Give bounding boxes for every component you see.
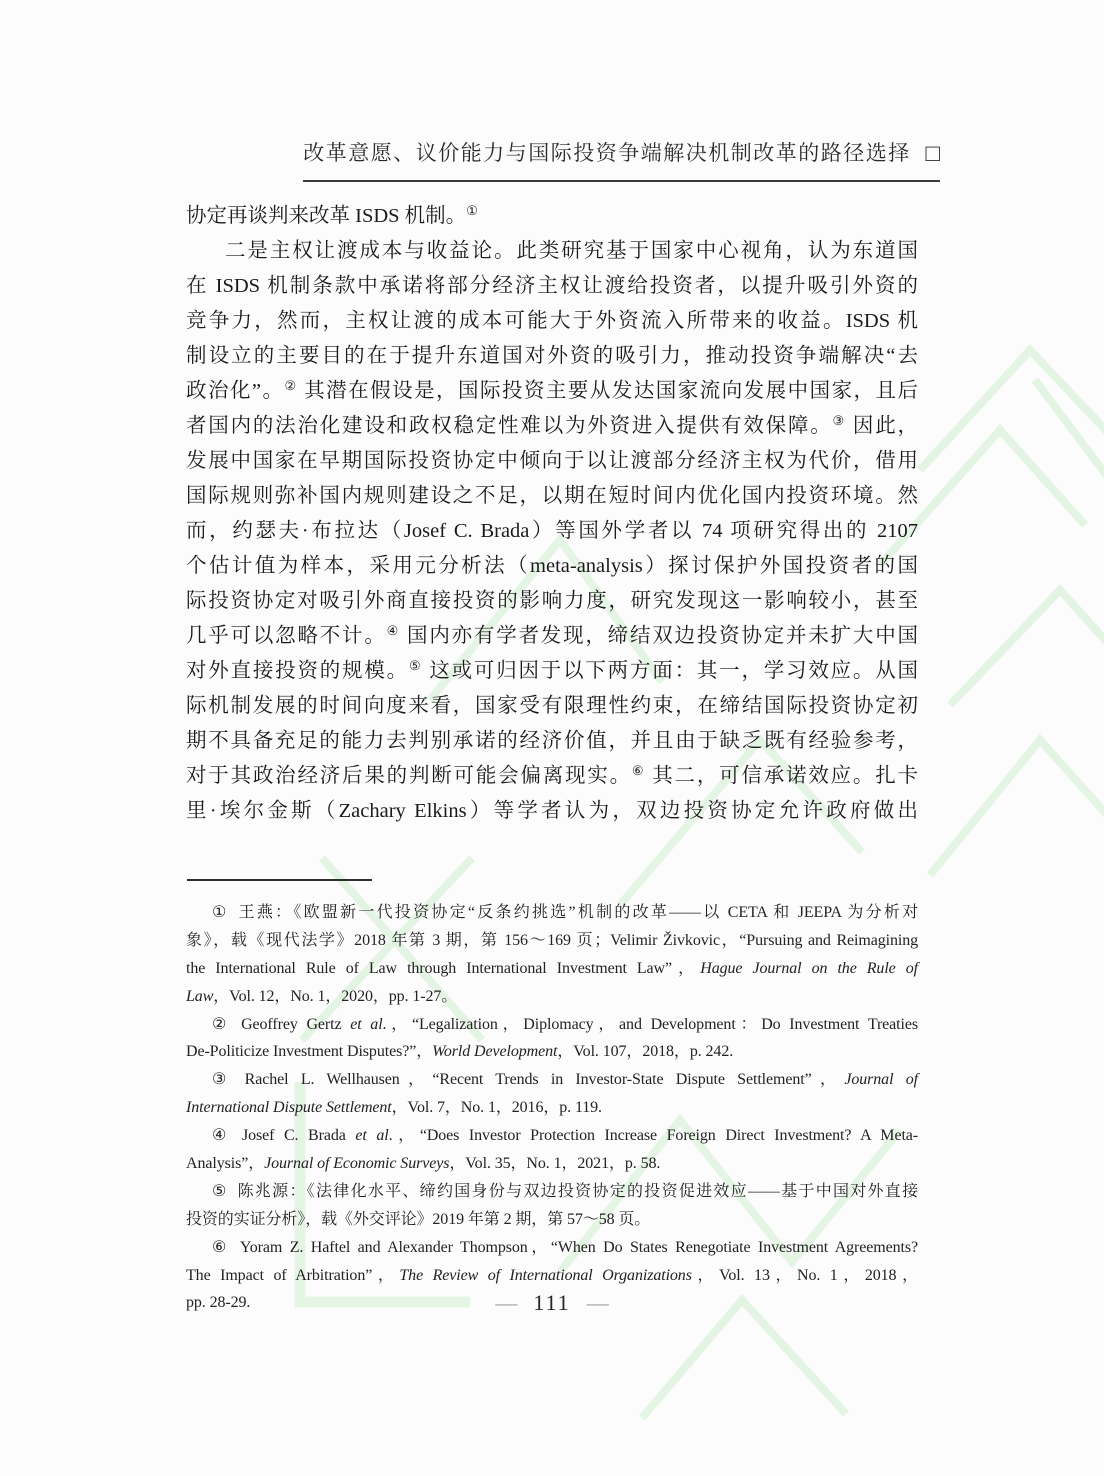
footnote-ref: ④ xyxy=(386,623,401,638)
article-body xyxy=(186,199,918,829)
header-box-glyph: □ xyxy=(925,141,940,167)
body-line: 对外直接投资的规模。⑤ 这或可归因于以下两方面：其一，学习效应。从国 xyxy=(186,658,919,682)
footnote-line: Law，Vol. 12，No. 1，2020，pp. 1-27。 xyxy=(186,987,458,1005)
page-number: 111 xyxy=(533,1290,571,1315)
footnote-number: ① xyxy=(212,904,229,921)
footnote-line: International Dispute Settlement，Vol. 7，No. 1，2016，p. 119. xyxy=(186,1099,602,1117)
footnote-line: 象》，载《现代法学》2018 年第 3 期，第 156～169 页；Velimir Živkovic，“Pursuing and Reimagining xyxy=(186,931,918,949)
running-head-title: 改革意愿、议价能力与国际投资争端解决机制改革的路径选择 xyxy=(303,141,911,165)
page-number-dash-right: — xyxy=(586,1290,609,1315)
footnote-number: ⑤ xyxy=(212,1182,228,1200)
footnote-ref: ① xyxy=(466,203,478,218)
footnote-line: ④ Josef C. Brada et al.，“Does Investor Protection Increase Foreign Direct Investment? A Meta- xyxy=(212,1127,919,1145)
body-line: 协定再谈判来改革 ISDS 机制。① xyxy=(186,203,478,227)
footnote-line: The Impact of Arbitration”，The Review of International Organizations，Vol. 13，No. 1，2018， xyxy=(186,1266,918,1284)
footnote-ref: ⑤ xyxy=(408,658,423,673)
body-line: 在 ISDS 机制条款中承诺将部分经济主权让渡给投资者，以提升吸引外资的 xyxy=(186,275,918,297)
footnotes xyxy=(186,899,918,1317)
footnote-number: ② xyxy=(212,1015,232,1033)
footnote-line: ① 王燕：《欧盟新一代投资协定“反条约挑选”机制的改革——以 CETA 和 JEEPA 为分析对 xyxy=(212,904,919,921)
running-head xyxy=(186,140,940,182)
footnote-ref: ③ xyxy=(832,413,846,428)
footnote-ref: ⑥ xyxy=(631,763,646,778)
footnote-line: De-Politicize Investment Disputes?”，World Development，Vol. 107，2018，p. 242. xyxy=(186,1043,734,1061)
footnote-number: ⑥ xyxy=(212,1238,230,1256)
footnote-line: Analysis”，Journal of Economic Surveys，Vol. 35，No. 1，2021，p. 58. xyxy=(186,1155,661,1173)
footnote-line: ③ Rachel L. Wellhausen，“Recent Trends in Investor-State Dispute Settlement”，Journal of xyxy=(212,1071,918,1089)
body-line: 期不具备充足的能力去判别承诺的经济价值，并且由于缺乏既有经验参考， xyxy=(186,730,918,752)
body-line: 竞争力，然而，主权让渡的成本可能大于外资流入所带来的收益。ISDS 机 xyxy=(186,310,918,332)
footnote-ref: ② xyxy=(284,378,298,393)
footnote-line: the International Rule of Law through International Investment Law”，Hague Journal on the Rule of xyxy=(186,959,918,977)
footnote-separator xyxy=(187,879,372,881)
body-line: 际机制发展的时间向度来看，国家受有限理性约束，在缔结国际投资协定初 xyxy=(186,695,918,717)
body-line: 际投资协定对吸引外商直接投资的影响力度，研究发现这一影响较小，甚至 xyxy=(186,590,918,612)
body-line: 制设立的主要目的在于提升东道国对外资的吸引力，推动投资争端解决“去 xyxy=(186,345,918,367)
body-line: 国际规则弥补国内规则建设之不足，以期在短时间内优化国内投资环境。然 xyxy=(186,485,918,507)
footnote-line: ② Geoffrey Gertz et al.，“Legalization，Diplomacy，and Development：Do Investment Treaties xyxy=(212,1015,918,1033)
footnote-number: ③ xyxy=(212,1071,235,1089)
footnote-line: ⑤ 陈兆源：《法律化水平、缔约国身份与双边投资协定的投资促进效应——基于中国对外直接 xyxy=(212,1182,918,1200)
running-head-rule xyxy=(303,140,940,182)
footnote-line: 投资的实证分析》，载《外交评论》2019 年第 2 期，第 57～58 页。 xyxy=(186,1210,651,1228)
body-line: 对于其政治经济后果的判断可能会偏离现实。⑥ 其二，可信承诺效应。扎卡 xyxy=(186,763,919,787)
footnote-line: pp. 28-29. xyxy=(186,1294,251,1312)
body-line: 而，约瑟夫·布拉达（Josef C. Brada）等国外学者以 74 项研究得出的 2107 xyxy=(186,520,918,542)
body-line: 发展中国家在早期国际投资协定中倾向于以让渡部分经济主权为代价，借用 xyxy=(186,450,918,472)
body-line: 里·埃尔金斯（Zachary Elkins）等学者认为，双边投资协定允许政府做出 xyxy=(186,800,918,822)
footnote-number: ④ xyxy=(212,1127,232,1145)
body-line: 几乎可以忽略不计。④ 国内亦有学者发现，缔结双边投资协定并未扩大中国 xyxy=(186,623,919,647)
body-line: 政治化”。② 其潜在假设是，国际投资主要从发达国家流向发展中国家，且后 xyxy=(186,378,918,402)
page-number-dash-left: — xyxy=(495,1290,518,1315)
body-line: 二是主权让渡成本与收益论。此类研究基于国家中心视角，认为东道国 xyxy=(225,240,918,262)
page-footer xyxy=(0,1290,1104,1316)
body-line: 者国内的法治化建设和政权稳定性难以为外资进入提供有效保障。③ 因此， xyxy=(186,413,919,437)
footnote-line: ⑥ Yoram Z. Haftel and Alexander Thompson，“When Do States Renegotiate Investment Agreements? xyxy=(212,1238,918,1256)
body-line: 个估计值为样本，采用元分析法（meta-analysis）探讨保护外国投资者的国 xyxy=(186,555,918,577)
